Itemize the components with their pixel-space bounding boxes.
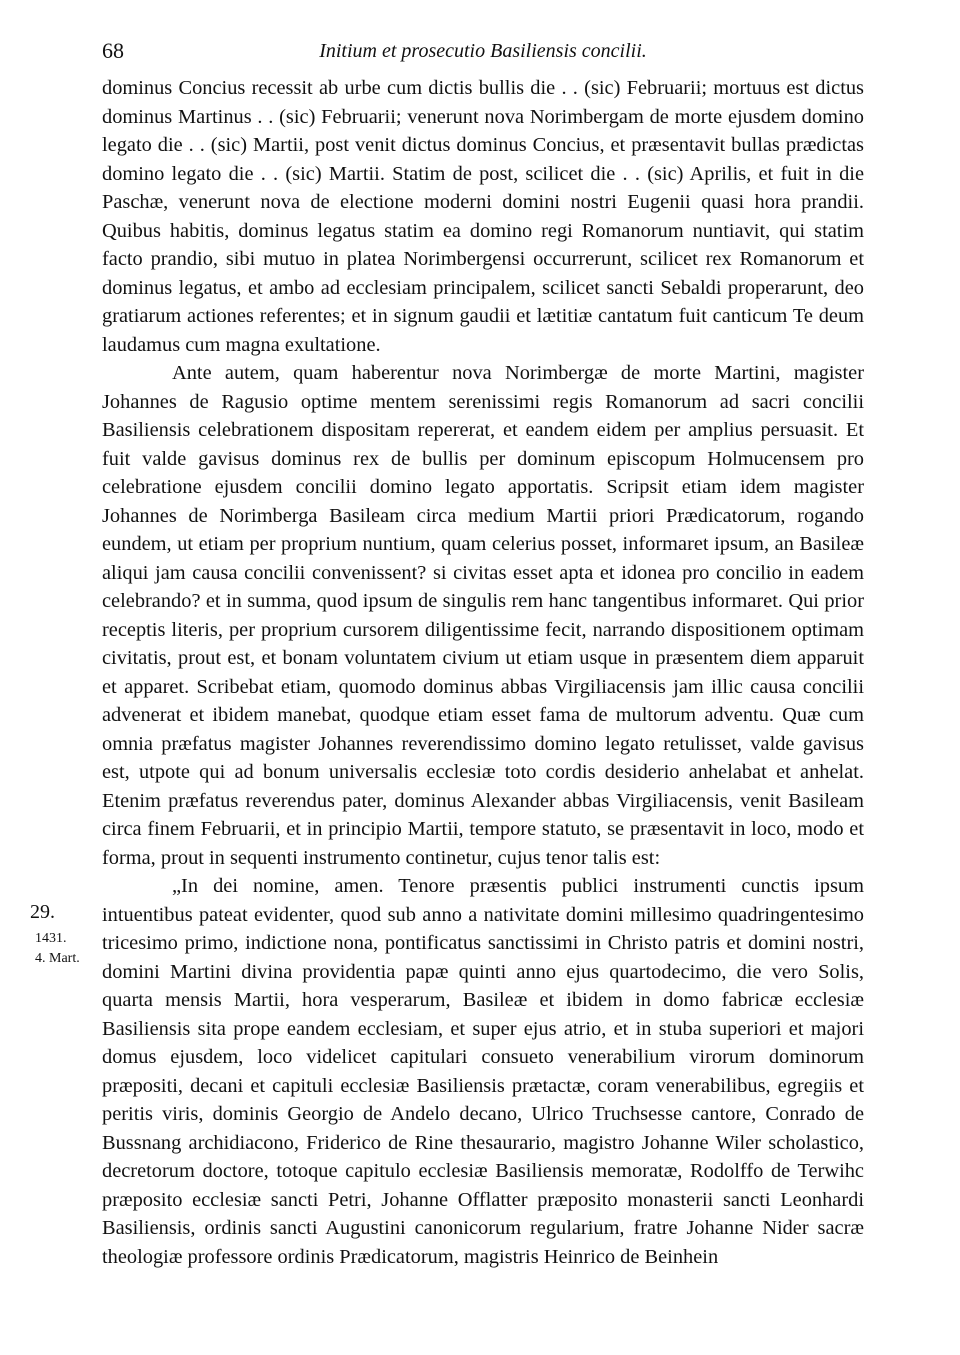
- paragraph-instrument: „In dei nomine, amen. Tenore præsentis publici instrumenti cunctis ipsum intuentibus pateat evidenter, quod sub anno a nativitate domini millesimo quadringentesimo tricesimo primo, indictione nona, pontificatus sanctissimi in Christo patris et domini nostri, domini Martini divina providentia papæ quinti anno ejus quartodecimo, die vero Solis, quarta mensis Martii, hora vesperarum, Basileæ et ibidem in domo fabricæ ecclesiæ Basiliensis sita prope eandem ecclesiam, et super ejus atrio, et in stuba superiori et majori domus ejusdem, loco videlicet capitulari consueto venerabilium virorum dominorum præpositi, decani et capituli ecclesiæ Basiliensis prætactæ, coram venerabilibus, egregiis et peritis viris, dominis Georgio de Andelo decano, Ulrico Truchsesse cantore, Conrado de Bussnang archidiacono, Friderico de Rine thesaurario, magistro Johanne Wiler scholastico, decretorum doctore, totoque capitulo ecclesiæ Basiliensis memoratæ, Rodolffo de Terwihc præposito ecclesiæ sancti Petri, Johanne Offlatter præposito monasterii sancti Leonhardi Basiliensis, ordinis sancti Augustini canonicorum regularium, fratre Johanne Nider sacræ theologiæ professore ordinis Prædicatorum, magistris Heinrico de Beinhein: [102, 875, 864, 1268]
- margin-document-number: 29.: [30, 901, 55, 923]
- page-number: 68: [102, 38, 124, 63]
- running-title: Initium et prosecutio Basiliensis concilii.: [319, 40, 647, 62]
- body-text: [102, 74, 864, 1271]
- paragraph: Ante autem, quam haberentur nova Norimbergæ de morte Martini, magister Johannes de Ragusio optime mentem serenissimi regis Romanorum ad sacri concilii Basiliensis celebrationem dispositam repererat, et eandem eidem per amplius persuasit. Et fuit valde gavisus dominus rex de bullis per dominum episcopum Holmucensem pro celebratione ejusdem concilii domino legato apportatis. Scripsit etiam idem magister Johannes de Norimberga Basileam circa medium Martii priori Prædicatorum, rogando eundem, ut etiam per proprium nuntium, quam celerius posset, informaret ipsum, an Basileæ aliqui jam causa concilii convenissent? si civitas esset apta et idonea pro concilio in eadem celebrando? et in summa, quod ipsum de singulis rem hanc tangentibus informaret. Qui prior receptis literis, per proprium cursorem diligentissime fecit, narrando dispositionem optimam civitatis, prout est, et bonam voluntatem civium ut etiam usque in præsentem diem apparuit et apparet. Scribebat etiam, quomodo dominus abbas Virgiliacensis jam illic causa concilii advenerat et ibidem manebat, quodque etiam esset fama de multorum adventu. Quæ cum omnia præfatus magister Johannes reverendissimo domino legato retulisset, valde gavisus est, utpote qui ad bonum universalis ecclesiæ toto cordis desiderio anhelabat et anhelat. Etenim præfatus reverendus pater, dominus Alexander abbas Virgiliacensis, venit Basileam circa finem Februarii, et in principio Martii, tempore statuto, se præsentavit in loco, modo et forma, prout in sequenti instrumento continetur, cujus tenor talis est:: [102, 362, 864, 869]
- page-header: [102, 38, 864, 68]
- margin-date: 4. Mart.: [35, 951, 80, 966]
- margin-year: 1431.: [35, 931, 67, 946]
- paragraph: dominus Concius recessit ab urbe cum dictis bullis die . . (sic) Februarii; mortuus est dictus dominus Martinus . . (sic) Februarii; venerunt nova Norimbergam de morte ejusdem domino legato die . . (sic) Martii, post venit dictus dominus Concius, et præsentavit bullas prædictas domino legato die . . (sic) Martii. Statim de post, scilicet die . . (sic) Aprilis, et fuit in die Paschæ, venerunt nova de electione moderni domini nostri Eugenii quasi hora prandii. Quibus habitis, dominus legatus statim ea domino regi Romanorum nuntiavit, qui statim facto prandio, sibi mutuo in platea Norimbergensi occurrerunt, scilicet rex Romanorum et dominus legatus, et ambo ad ecclesiam principalem, scilicet sancti Sebaldi properarunt, deo gratiarum actiones referentes; et in signum gaudii et lætitiæ cantatum fuit canticum Te deum laudamus cum magna exultatione.: [102, 77, 864, 356]
